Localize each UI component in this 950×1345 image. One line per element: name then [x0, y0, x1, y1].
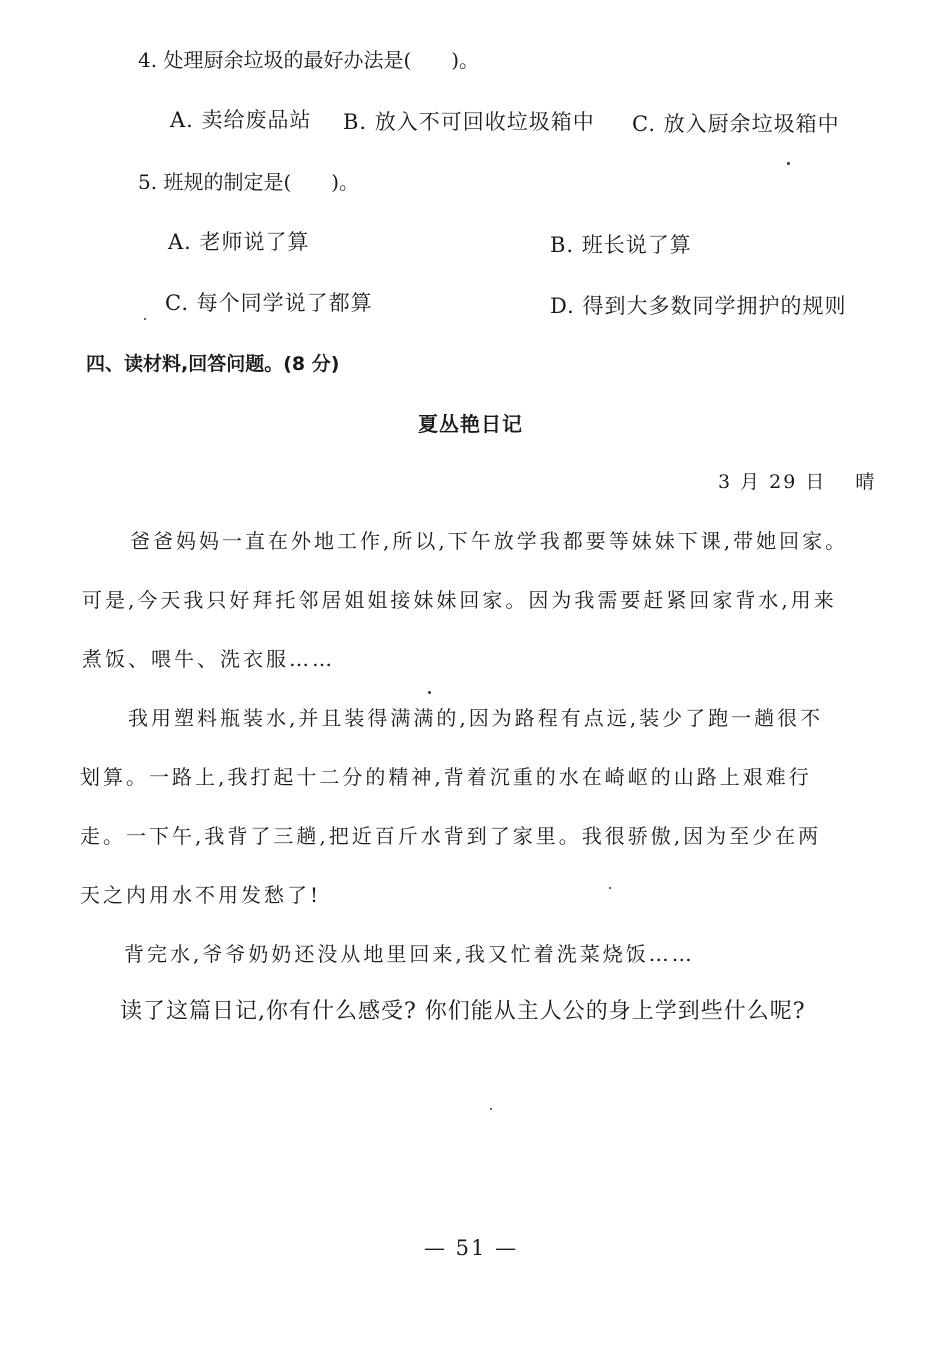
scan-speck: [609, 887, 611, 889]
diary-line-2: 可是,今天我只好拜托邻居姐姐接妹妹回家。因为我需要赶紧回家背水,用来: [82, 588, 837, 612]
question-5-option-a: A. 老师说了算: [168, 230, 310, 254]
scan-speck: [490, 1108, 492, 1110]
question-5-option-b: B. 班长说了算: [550, 233, 692, 257]
question-4-stem: 4. 处理厨余垃圾的最好办法是( )。: [138, 48, 480, 72]
diary-date: 3 月 29 日 晴: [718, 471, 877, 493]
question-4-option-b: B. 放入不可回收垃圾箱中: [343, 110, 595, 134]
diary-line-8: 背完水,爷爷奶奶还没从地里回来,我又忙着洗菜烧饭……: [124, 942, 695, 966]
section-heading: 四、读材料,回答问题。(8 分): [86, 353, 340, 375]
diary-line-1: 爸爸妈妈一直在外地工作,所以,下午放学我都要等妹妹下课,带她回家。: [130, 529, 849, 553]
scan-speck: [787, 162, 790, 165]
scan-speck: [428, 691, 431, 694]
page-number: — 51 —: [424, 1236, 519, 1260]
diary-line-6: 走。一下午,我背了三趟,把近百斤水背到了家里。我很骄傲,因为至少在两: [80, 824, 822, 848]
reading-question: 读了这篇日记,你有什么感受? 你们能从主人公的身上学到些什么呢?: [120, 999, 806, 1024]
diary-line-7: 天之内用水不用发愁了!: [80, 883, 322, 907]
question-4-option-c: C. 放入厨余垃圾箱中: [632, 112, 840, 136]
diary-line-5: 划算。一路上,我打起十二分的精神,背着沉重的水在崎岖的山路上艰难行: [80, 765, 812, 789]
question-5-option-c: C. 每个同学说了都算: [165, 291, 373, 315]
diary-title: 夏丛艳日记: [418, 412, 523, 436]
question-5-option-d: D. 得到大多数同学拥护的规则: [550, 294, 847, 318]
diary-line-4: 我用塑料瓶装水,并且装得满满的,因为路程有点远,装少了跑一趟很不: [128, 706, 824, 730]
question-4-option-a: A. 卖给废品站: [170, 108, 312, 132]
scan-speck: [144, 318, 146, 320]
diary-line-3: 煮饭、喂牛、洗衣服……: [82, 647, 335, 671]
question-5-stem: 5. 班规的制定是( )。: [138, 170, 360, 194]
